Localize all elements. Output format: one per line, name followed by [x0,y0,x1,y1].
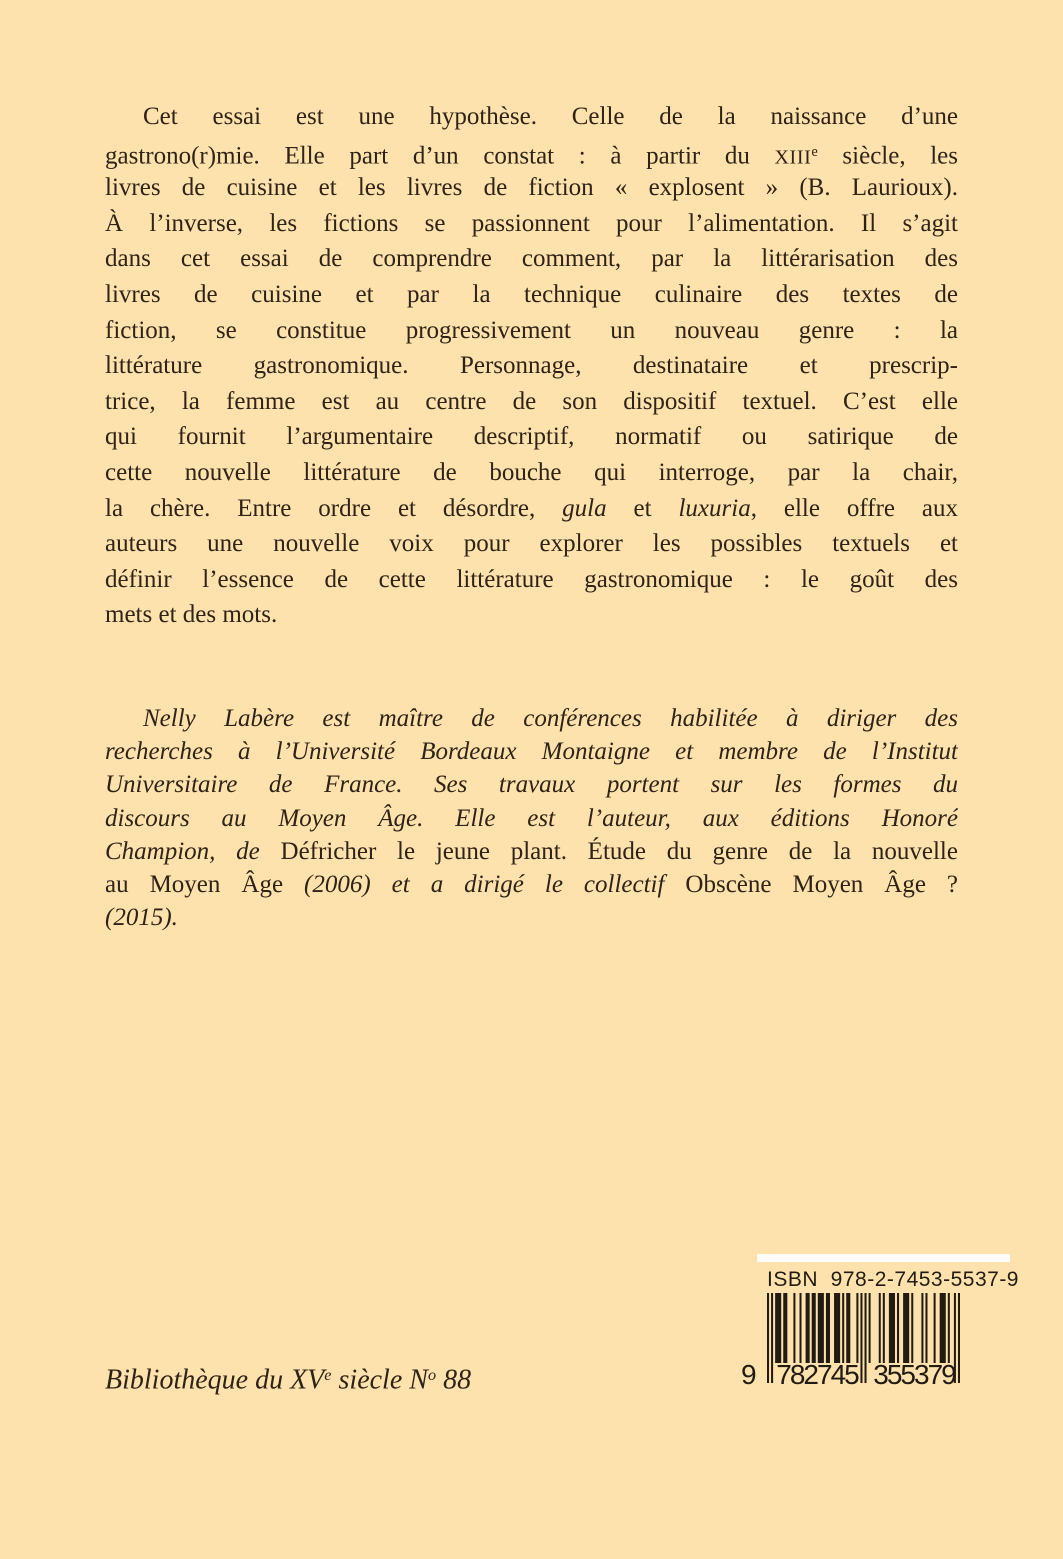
text-segment: cette nouvelle littérature de bouche qui interroge, par la chair, [105,458,958,486]
text-line [105,99,958,135]
author-bio-paragraph [105,702,958,934]
text-line [105,277,958,313]
text-line [105,348,958,384]
text-line [105,241,958,277]
text-segment: qui fournit l’argumentaire descriptif, normatif ou satirique de [105,423,958,451]
text-segment: livres de cuisine et par la technique culinaire des textes de [105,280,958,308]
text-segment: XIII [774,146,812,169]
text-line [105,491,958,527]
text-line [105,768,958,801]
text-segment: auteurs une nouvelle voix pour explorer les possibles textuels et [105,530,958,558]
text-segment: (2006) et a dirigé le collectif [304,870,686,898]
text-segment: luxuria [678,494,751,522]
text-line [105,597,958,633]
collection-series-label [105,1358,471,1397]
barcode-digit-group1: 782745 [776,1359,858,1390]
white-strip [757,1254,1010,1262]
text-segment: Cet essai est une hypothèse. Celle de la naissance d’une [143,103,958,130]
text-segment: 88 [436,1364,472,1396]
text-line [105,802,958,835]
text-segment: Défricher le jeune plant. Étude du genre de la nouvelle [280,837,958,865]
text-segment: siècle, les [817,142,958,170]
text-segment: définir l’essence de cette littérature gastronomique : le goût des [105,565,958,593]
text-segment: trice, la femme est au centre de son dispositif textuel. C’est elle [105,387,958,415]
text-segment: , elle offre aux [750,494,958,522]
text-segment: littérature gastronomique. Personnage, destinataire et prescrip- [105,352,958,380]
text-segment: recherches à l’Université Bordeaux Montaigne et membre de l’Institut [105,738,958,766]
text-segment: au Moyen Âge [105,870,305,898]
isbn-number-label: ISBN 978-2-7453-5537-9 [767,1268,1019,1291]
text-segment: livres de cuisine et les livres de fiction « explosent » (B. Laurioux). [105,174,958,202]
text-line [105,901,958,934]
text-segment: mets et des mots. [105,601,278,629]
text-segment: e [324,1366,332,1384]
text-line [105,835,958,868]
text-segment: gula [562,494,607,522]
text-line [105,868,958,901]
text-segment: fiction, se constitue progressivement un nouveau genre : la [105,316,958,344]
text-segment: Champion, de [105,837,281,865]
text-segment: o [427,1366,437,1384]
text-line [105,562,958,598]
text-line [105,526,958,562]
barcode-digit-left: 9 [741,1359,757,1390]
text-line [105,384,958,420]
text-line [105,313,958,349]
isbn-barcode-block [740,1252,1020,1397]
text-line [105,170,958,206]
text-line [105,206,958,242]
text-segment: gastrono(r)mie. Elle part d’un constat : à partir du [105,142,775,170]
text-segment: la chère. Entre ordre et désordre, [105,494,563,522]
text-line [105,735,958,768]
text-segment: siècle N [331,1364,428,1396]
text-line [105,419,958,455]
text-line [105,702,958,735]
text-segment: discours au Moyen Âge. Elle est l’auteur, aux éditions Honoré [105,804,958,832]
text-segment: et [606,494,679,522]
text-segment: Bibliothèque du XV [105,1364,325,1396]
text-segment: e [811,143,818,160]
text-segment: (2015). [105,904,178,932]
text-line [105,135,958,171]
text-segment: Nelly Labère est maître de conférences habilitée à diriger des [143,705,958,732]
barcode-digit-group2: 355379 [873,1359,955,1390]
text-line [105,455,958,491]
text-segment: Obscène Moyen Âge ? [685,870,958,898]
text-segment: dans cet essai de comprendre comment, par la littérarisation des [105,245,958,273]
text-segment: À l’inverse, les fictions se passionnent pour l’alimentation. Il s’agit [105,209,958,237]
text-segment: Universitaire de France. Ses travaux portent sur les formes du [105,771,958,799]
summary-paragraph [105,99,958,633]
